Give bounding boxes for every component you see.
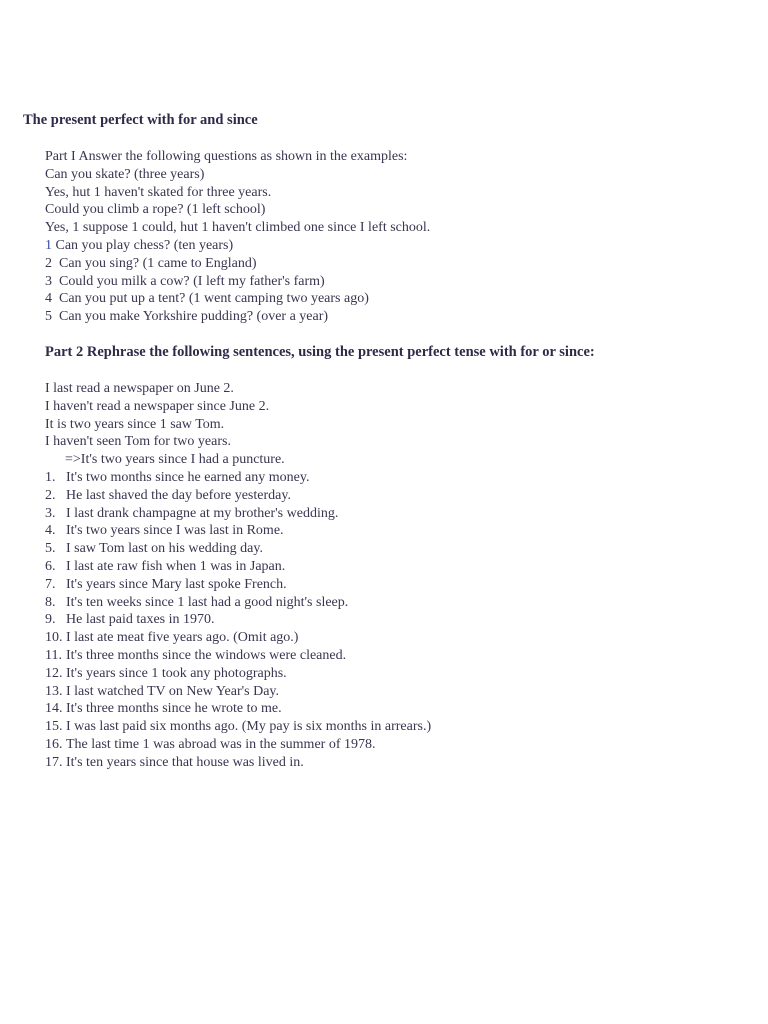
list-item (45, 754, 431, 772)
item-number: 7. (45, 576, 56, 592)
item-text: I last ate meat five years ago. (Omit ago.) (66, 630, 299, 646)
part1-label: Part I (45, 149, 76, 164)
question-text: Can you play chess? (ten years) (55, 237, 234, 253)
item-text: I saw Tom last on his wedding day. (66, 541, 263, 557)
item-text: I last drank champagne at my brother's wedding. (66, 505, 339, 521)
item-number: 11. (45, 647, 62, 663)
list-item (45, 469, 431, 487)
list-item (45, 700, 431, 718)
list-item (45, 540, 431, 558)
item-number: 8. (45, 594, 56, 610)
item-number: 2. (45, 487, 56, 503)
item-number: 16. (45, 736, 63, 752)
part2-example: It is two years since 1 saw Tom. (45, 416, 225, 432)
part1-section (45, 148, 430, 326)
item-text: The last time 1 was abroad was in the summer of 1978. (66, 736, 376, 752)
item-number: 14. (45, 701, 63, 717)
part2-heading: Part 2 Rephrase the following sentences, using the present perfect tense with for or since: (45, 344, 595, 360)
list-item (45, 522, 431, 540)
part2-example: I last read a newspaper on June 2. (45, 381, 234, 396)
list-item (45, 647, 431, 665)
item-number: 9. (45, 612, 56, 628)
list-item (45, 629, 431, 647)
question-text: Could you milk a cow? (I left my father's farm) (59, 273, 325, 289)
part1-question (45, 273, 430, 291)
item-number: 6. (45, 558, 56, 574)
question-number: 2 (45, 255, 52, 271)
list-item (45, 576, 431, 594)
item-number: 3. (45, 505, 56, 521)
part1-example: Yes, 1 suppose 1 could, hut 1 haven't climbed one since I left school. (45, 220, 431, 236)
list-item (45, 611, 431, 629)
list-item (45, 594, 431, 612)
item-text: It's three months since the windows were cleaned. (66, 647, 347, 663)
question-text: Can you make Yorkshire pudding? (over a year) (59, 309, 329, 325)
item-text: I was last paid six months ago. (My pay is six months in arrears.) (66, 719, 432, 735)
list-item (45, 487, 431, 505)
item-number: 10. (45, 630, 63, 646)
list-item (45, 558, 431, 576)
part2-items-list (45, 469, 431, 772)
question-text: Can you put up a tent? (1 went camping two years ago) (59, 291, 369, 307)
item-number: 12. (45, 665, 63, 681)
item-text: It's three months since he wrote to me. (66, 701, 282, 717)
item-text: It's two months since he earned any money. (66, 470, 310, 485)
item-number: 13. (45, 683, 63, 699)
item-text: He last paid taxes in 1970. (66, 612, 215, 628)
question-number: 1 (45, 237, 52, 253)
list-item (45, 665, 431, 683)
item-number: 5. (45, 541, 56, 557)
question-number: 3 (45, 273, 52, 289)
part2-examples (45, 380, 285, 469)
part1-example: Could you climb a rope? (1 left school) (45, 202, 266, 218)
list-item (45, 718, 431, 736)
list-item (45, 505, 431, 523)
part1-example: Can you skate? (three years) (45, 166, 205, 182)
part2-example: I haven't seen Tom for two years. (45, 434, 231, 450)
item-number: 1. (45, 470, 56, 485)
item-text: It's years since 1 took any photographs. (66, 665, 287, 681)
item-number: 4. (45, 523, 56, 539)
list-item (45, 683, 431, 701)
question-number: 5 (45, 309, 52, 325)
item-text: He last shaved the day before yesterday. (66, 487, 291, 503)
item-text: It's ten years since that house was lived in. (66, 754, 304, 770)
item-text: It's years since Mary last spoke French. (66, 576, 287, 592)
item-text: I last watched TV on New Year's Day. (66, 683, 280, 699)
item-text: It's ten weeks since 1 last had a good night's sleep. (66, 594, 349, 610)
part1-question (45, 290, 430, 308)
question-text: Can you sing? (1 came to England) (59, 255, 257, 271)
part1-question (45, 255, 430, 273)
item-text: It's two years since I was last in Rome. (66, 523, 284, 539)
item-number: 17. (45, 754, 63, 770)
list-item (45, 736, 431, 754)
part2-example: I haven't read a newspaper since June 2. (45, 398, 270, 414)
part1-example: Yes, hut 1 haven't skated for three years. (45, 184, 272, 200)
item-number: 15. (45, 719, 63, 735)
item-text: I last ate raw fish when 1 was in Japan. (66, 558, 286, 574)
part1-instruction: Answer the following questions as shown in the examples: (78, 149, 408, 164)
part2-arrow-example: =>It's two years since I had a puncture. (65, 452, 285, 468)
page-title: The present perfect with for and since (23, 112, 258, 128)
part1-question (45, 237, 430, 255)
question-number: 4 (45, 291, 52, 307)
part1-question (45, 308, 430, 326)
part1-instruction-line (45, 148, 430, 166)
